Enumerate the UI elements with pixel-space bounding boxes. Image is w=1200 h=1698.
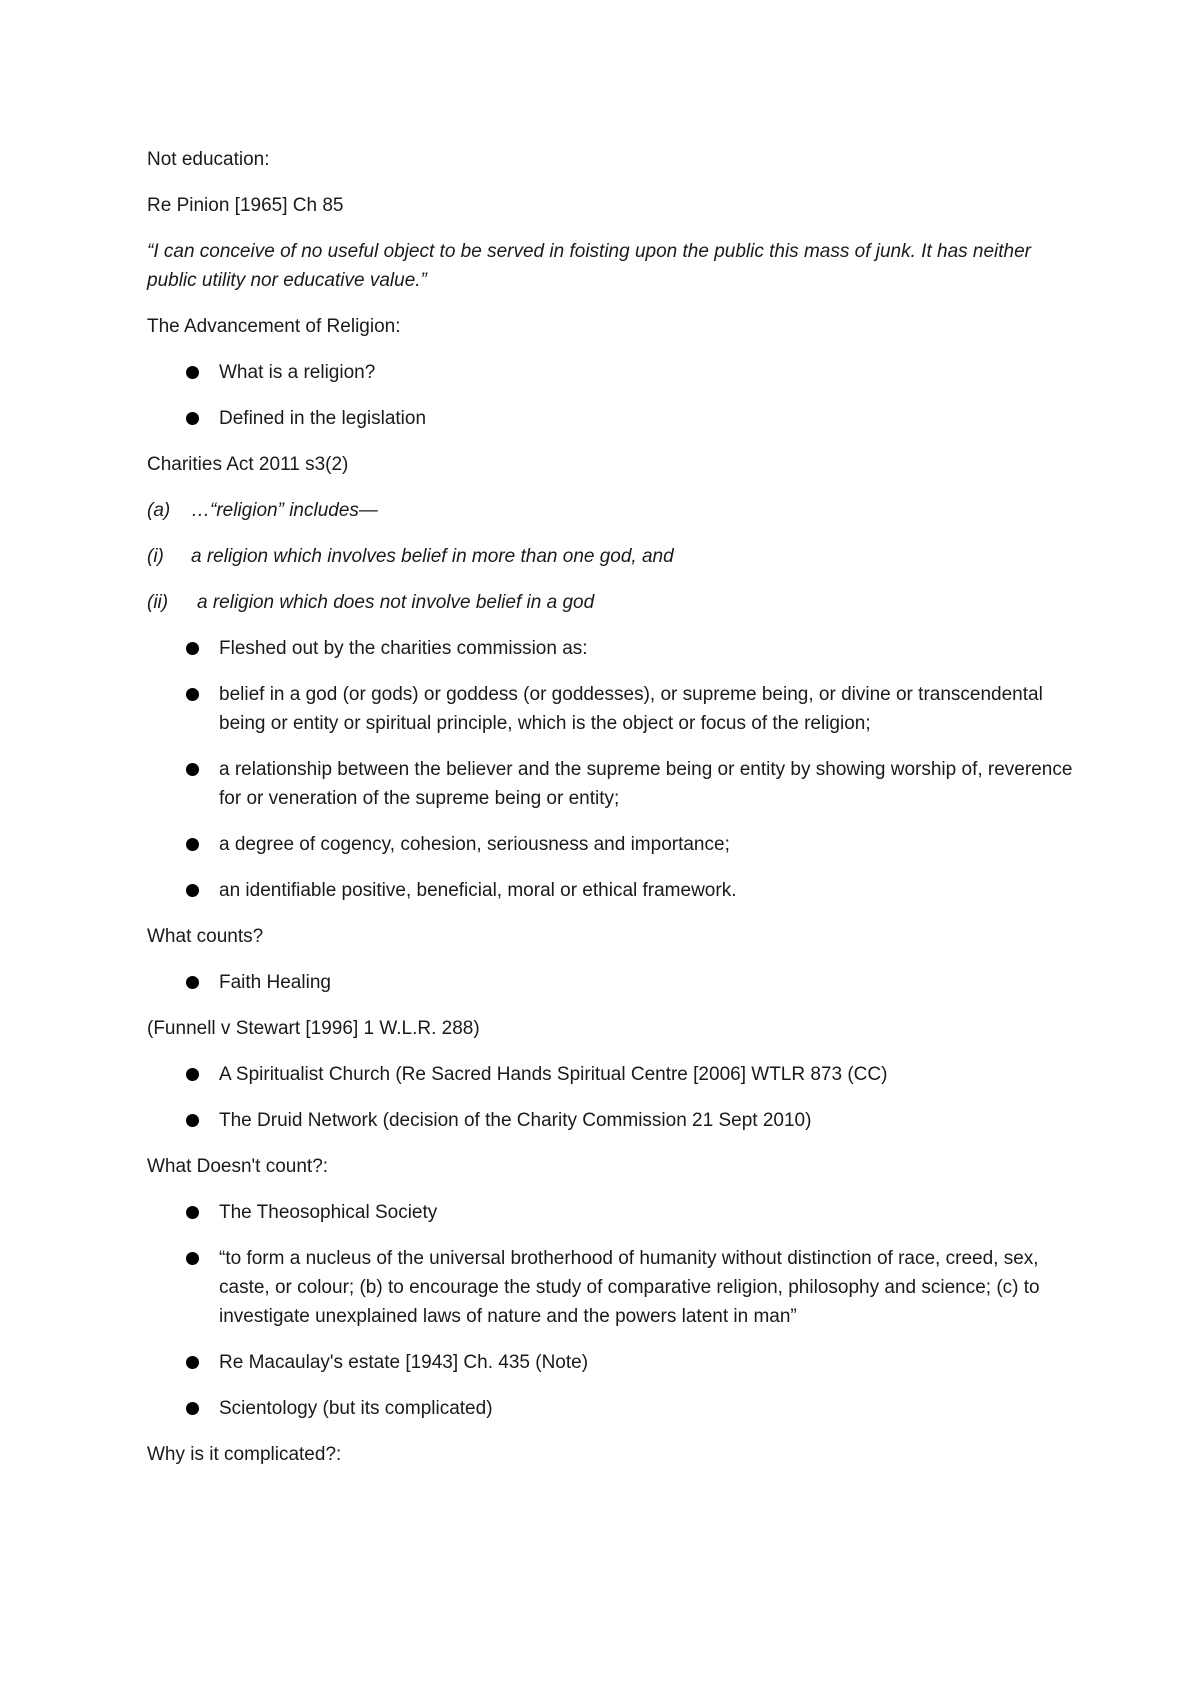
list-item-text: Fleshed out by the charities commission as: [219,638,588,659]
list-item-text: belief in a god (or gods) or goddess (or goddesses), or supreme being, or divine or transcendental being or entity or spiritual principle, which is the object or focus of the religion; [219,684,1043,734]
list-item-text: Re Macaulay's estate [1943] Ch. 435 (Note) [219,1352,589,1373]
list-item-text: a relationship between the believer and the supreme being or entity by showing worship of, reverence for or veneration of the supreme being or entity; [219,759,1073,809]
list-item [147,358,1077,387]
document-body [147,145,1077,1486]
bullet-icon [186,1402,199,1415]
heading-advancement-of-religion: The Advancement of Religion: [147,316,401,337]
quote-pinion: “I can conceive of no useful object to be served in foisting upon the public this mass of junk. It has neither public utility nor educative value.” [147,241,1032,291]
statute-text: a religion which does not involve belief in a god [197,592,595,613]
heading-not-education: Not education: [147,149,270,170]
list-item-text: The Druid Network (decision of the Charity Commission 21 Sept 2010) [219,1110,812,1131]
list-item [147,755,1077,813]
heading-what-counts: What counts? [147,926,264,947]
bullet-icon [186,1114,199,1127]
list-item-text: What is a religion? [219,362,376,383]
bullet-icon [186,1252,199,1265]
list-item [147,404,1077,433]
list-item [147,876,1077,905]
religion-bullet-list [147,358,1077,433]
bullet-icon [186,412,199,425]
list-item-text: Defined in the legislation [219,408,427,429]
doesnt-count-bullet-list [147,1198,1077,1423]
statute-marker: (i) [147,546,164,567]
bullet-icon [186,1068,199,1081]
heading-what-doesnt-count: What Doesn't count?: [147,1156,329,1177]
bullet-icon [186,976,199,989]
list-item [147,1244,1077,1331]
bullet-icon [186,838,199,851]
list-item-text: A Spiritualist Church (Re Sacred Hands Spiritual Centre [2006] WTLR 873 (CC) [219,1064,888,1085]
list-item [147,968,1077,997]
statute-reference: Charities Act 2011 s3(2) [147,454,349,475]
list-item [147,1106,1077,1135]
commission-bullet-list [147,634,1077,905]
statute-marker: (a) [147,500,171,521]
list-item-text: Faith Healing [219,972,331,993]
list-item [147,1198,1077,1227]
statute-line-i [147,542,1077,571]
bullet-icon [186,642,199,655]
list-item-text: The Theosophical Society [219,1202,438,1223]
list-item-text: Scientology (but its complicated) [219,1398,493,1419]
bullet-icon [186,884,199,897]
list-item [147,1348,1077,1377]
statute-line-ii [147,588,1077,617]
list-item [147,680,1077,738]
bullet-icon [186,688,199,701]
case-citation-funnell: (Funnell v Stewart [1996] 1 W.L.R. 288) [147,1018,480,1039]
heading-why-complicated: Why is it complicated?: [147,1444,342,1465]
list-item [147,1060,1077,1089]
statute-text: …“religion” includes— [191,500,378,521]
bullet-icon [186,763,199,776]
list-item-text: an identifiable positive, beneficial, moral or ethical framework. [219,880,737,901]
counts-bullet-list-b [147,1060,1077,1135]
bullet-icon [186,366,199,379]
bullet-icon [186,1356,199,1369]
counts-bullet-list-a [147,968,1077,997]
list-item [147,1394,1077,1423]
bullet-icon [186,1206,199,1219]
list-item [147,634,1077,663]
case-citation-pinion: Re Pinion [1965] Ch 85 [147,195,344,216]
statute-text: a religion which involves belief in more than one god, and [191,546,674,567]
list-item [147,830,1077,859]
statute-marker: (ii) [147,592,169,613]
list-item-text: “to form a nucleus of the universal brotherhood of humanity without distinction of race, creed, sex, caste, or colour; (b) to encourage the study of comparative religion, philosophy and science; (c) to investigate unexplained laws of nature and the powers latent in man” [219,1248,1040,1327]
list-item-text: a degree of cogency, cohesion, seriousness and importance; [219,834,730,855]
statute-line-a [147,496,1077,525]
